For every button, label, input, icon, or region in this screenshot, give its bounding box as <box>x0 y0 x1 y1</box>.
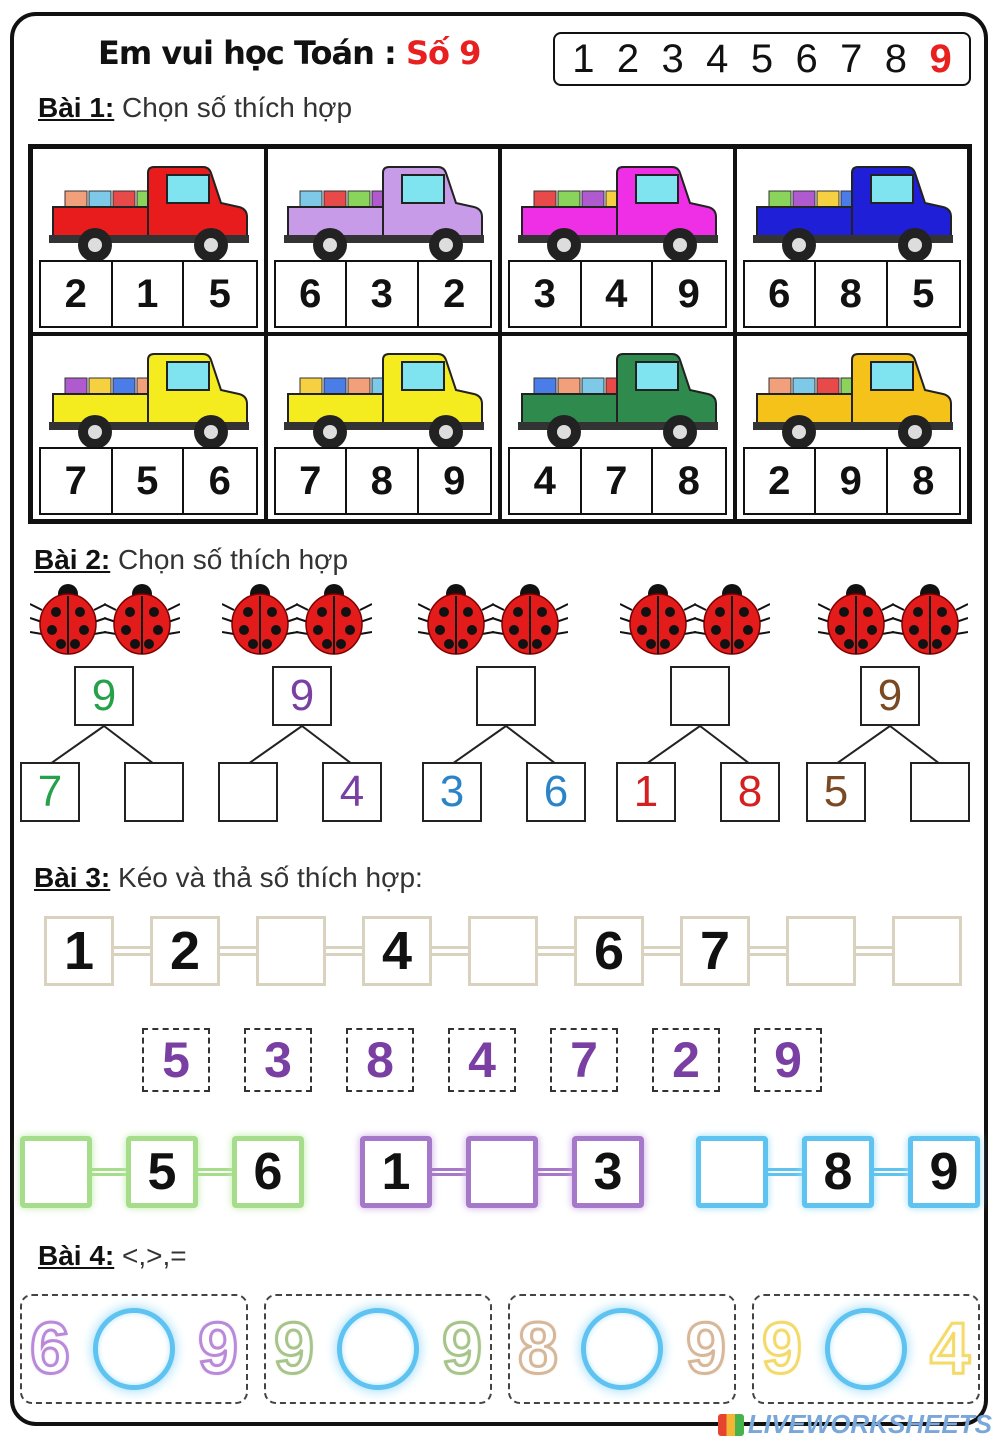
footer-brand: LIVEWORKSHEETS <box>718 1409 992 1440</box>
truck-options <box>743 260 962 328</box>
number-tree <box>218 664 388 830</box>
truck-icon <box>512 159 722 265</box>
page-title: Em vui học Toán : Số 9 <box>98 34 481 72</box>
number-tree <box>422 664 592 830</box>
truck-options <box>743 447 962 515</box>
compare-sign-slot[interactable] <box>825 1308 907 1390</box>
group-slot[interactable]: 8 <box>802 1136 874 1208</box>
sequence-slot[interactable] <box>256 916 326 986</box>
draggable-number-tile[interactable]: 3 <box>244 1028 312 1092</box>
tree-left-box[interactable]: 3 <box>422 762 482 822</box>
ex3-tile-bank <box>142 1028 822 1092</box>
truck-card <box>31 334 266 521</box>
answer-option[interactable]: 4 <box>582 262 654 326</box>
answer-option[interactable]: 7 <box>582 449 654 513</box>
sequence-group <box>360 1136 644 1208</box>
number-line-item: 1 <box>572 36 595 81</box>
group-slot[interactable]: 9 <box>908 1136 980 1208</box>
comparison-box <box>264 1294 492 1404</box>
answer-option[interactable]: 5 <box>208 271 231 316</box>
number-line-item: 7 <box>840 36 863 81</box>
truck-options <box>39 447 258 515</box>
sequence-group <box>696 1136 980 1208</box>
answer-option[interactable]: 8 <box>347 449 419 513</box>
compare-right-number: 9 <box>197 1309 238 1389</box>
tree-right-box[interactable]: 6 <box>526 762 586 822</box>
number-line-item: 2 <box>616 36 640 81</box>
chain-connector <box>326 946 362 956</box>
draggable-number-tile[interactable]: 8 <box>346 1028 414 1092</box>
truck-icon <box>278 159 488 265</box>
truck-options <box>508 447 727 515</box>
ex3-heading: Bài 3: Kéo và thả số thích hợp: <box>34 862 423 893</box>
answer-option[interactable]: 2 <box>745 449 817 513</box>
sequence-slot[interactable] <box>468 916 538 986</box>
ex4-comparisons <box>20 1294 980 1404</box>
chain-connector <box>644 946 680 956</box>
comparison-box <box>752 1294 980 1404</box>
tree-left-box[interactable] <box>218 762 278 822</box>
chain-connector <box>856 946 892 956</box>
answer-option[interactable]: 9 <box>677 271 700 316</box>
group-slot[interactable] <box>696 1136 768 1208</box>
number-line-item: 8 <box>884 36 908 81</box>
truck-options <box>39 260 258 328</box>
group-slot[interactable]: 6 <box>232 1136 304 1208</box>
answer-option[interactable]: 8 <box>912 458 935 503</box>
truck-icon <box>43 346 253 452</box>
tree-right-box[interactable]: 4 <box>322 762 382 822</box>
chain-connector <box>750 946 786 956</box>
ladybird-pair-icon <box>418 580 568 660</box>
number-line-item: 6 <box>795 36 818 81</box>
truck-options <box>508 260 727 328</box>
tree-top-box[interactable]: 9 <box>860 666 920 726</box>
compare-right-number: 9 <box>685 1309 726 1389</box>
chain-connector <box>220 946 256 956</box>
number-tree <box>20 664 190 830</box>
answer-option[interactable]: 8 <box>677 458 700 503</box>
chain-connector <box>432 1168 466 1176</box>
answer-option[interactable]: 9 <box>816 449 888 513</box>
sequence-slot[interactable] <box>786 916 856 986</box>
answer-option[interactable]: 1 <box>113 262 185 326</box>
draggable-number-tile[interactable]: 4 <box>448 1028 516 1092</box>
answer-option[interactable]: 8 <box>816 262 888 326</box>
chain-connector <box>874 1168 908 1176</box>
answer-option[interactable]: 7 <box>41 449 113 513</box>
chain-connector <box>768 1168 802 1176</box>
ladybird-pair-icon <box>620 580 770 660</box>
compare-right-number: 9 <box>441 1309 482 1389</box>
chain-connector <box>538 1168 572 1176</box>
ladybird-pair-icon <box>818 580 968 660</box>
number-tree <box>806 664 976 830</box>
tree-top-box[interactable] <box>670 666 730 726</box>
answer-option[interactable]: 9 <box>443 458 466 503</box>
tree-top-box[interactable]: 9 <box>272 666 332 726</box>
sequence-group <box>20 1136 304 1208</box>
compare-right-number: 4 <box>929 1309 970 1389</box>
ex4-heading: Bài 4: <,>,= <box>38 1240 187 1271</box>
truck-icon <box>747 159 957 265</box>
comparison-box <box>508 1294 736 1404</box>
answer-option[interactable]: 3 <box>510 262 582 326</box>
number-line-item-highlight: 9 <box>929 36 952 81</box>
chain-connector <box>114 946 150 956</box>
number-line-item: 4 <box>706 36 729 81</box>
ex2-heading: Bài 2: Chọn số thích hợp <box>34 544 349 575</box>
number-line <box>553 32 971 86</box>
group-slot[interactable] <box>20 1136 92 1208</box>
answer-option[interactable]: 4 <box>510 449 582 513</box>
group-slot[interactable]: 3 <box>572 1136 644 1208</box>
number-line-item: 3 <box>661 36 684 81</box>
chain-connector <box>92 1168 126 1176</box>
answer-option[interactable]: 7 <box>276 449 348 513</box>
group-slot[interactable]: 1 <box>360 1136 432 1208</box>
tree-right-box[interactable]: 8 <box>720 762 780 822</box>
answer-option[interactable]: 2 <box>443 271 466 316</box>
sequence-slot[interactable]: 6 <box>574 916 644 986</box>
group-slot[interactable]: 5 <box>126 1136 198 1208</box>
answer-option[interactable]: 6 <box>745 262 817 326</box>
ex1-grid <box>28 144 972 524</box>
tree-right-box[interactable] <box>910 762 970 822</box>
tree-top-box[interactable] <box>476 666 536 726</box>
ex1-heading: Bài 1: Chọn số thích hợp <box>38 92 353 123</box>
chain-connector <box>432 946 468 956</box>
liveworksheets-logo-icon <box>718 1414 744 1436</box>
truck-icon <box>747 346 957 452</box>
compare-sign-slot[interactable] <box>93 1308 175 1390</box>
answer-option[interactable]: 5 <box>912 271 935 316</box>
draggable-number-tile[interactable]: 7 <box>550 1028 618 1092</box>
answer-option[interactable]: 6 <box>208 458 231 503</box>
number-line-item: 5 <box>750 36 774 81</box>
compare-sign-slot[interactable] <box>581 1308 663 1390</box>
truck-icon <box>43 159 253 265</box>
truck-options <box>274 447 493 515</box>
chain-connector <box>198 1168 232 1176</box>
ex3-sequence <box>44 916 962 986</box>
answer-option[interactable]: 2 <box>41 262 113 326</box>
truck-card <box>735 147 970 334</box>
compare-left-number: 9 <box>762 1309 803 1389</box>
answer-option[interactable]: 5 <box>113 449 185 513</box>
answer-option[interactable]: 6 <box>276 262 348 326</box>
answer-option[interactable]: 3 <box>347 262 419 326</box>
tree-left-box[interactable]: 1 <box>616 762 676 822</box>
ladybird-pair-icon <box>222 580 372 660</box>
compare-left-number: 8 <box>518 1309 559 1389</box>
sequence-slot[interactable]: 4 <box>362 916 432 986</box>
truck-card <box>500 147 735 334</box>
sequence-slot[interactable] <box>892 916 962 986</box>
tree-left-box[interactable]: 5 <box>806 762 866 822</box>
truck-options <box>274 260 493 328</box>
truck-card <box>31 147 266 334</box>
compare-sign-slot[interactable] <box>337 1308 419 1390</box>
tree-left-box[interactable]: 7 <box>20 762 80 822</box>
truck-card <box>735 334 970 521</box>
comparison-box <box>20 1294 248 1404</box>
compare-left-number: 9 <box>274 1309 315 1389</box>
sequence-slot[interactable]: 2 <box>150 916 220 986</box>
truck-card <box>500 334 735 521</box>
sequence-slot[interactable]: 1 <box>44 916 114 986</box>
truck-icon <box>512 346 722 452</box>
chain-connector <box>538 946 574 956</box>
number-tree <box>616 664 786 830</box>
compare-left-number: 6 <box>30 1309 71 1389</box>
truck-card <box>266 147 501 334</box>
draggable-number-tile[interactable]: 5 <box>142 1028 210 1092</box>
draggable-number-tile[interactable]: 2 <box>652 1028 720 1092</box>
tree-top-box[interactable]: 9 <box>74 666 134 726</box>
draggable-number-tile[interactable]: 9 <box>754 1028 822 1092</box>
tree-right-box[interactable] <box>124 762 184 822</box>
truck-icon <box>278 346 488 452</box>
sequence-slot[interactable]: 7 <box>680 916 750 986</box>
truck-card <box>266 334 501 521</box>
group-slot[interactable] <box>466 1136 538 1208</box>
ladybird-pair-icon <box>30 580 180 660</box>
